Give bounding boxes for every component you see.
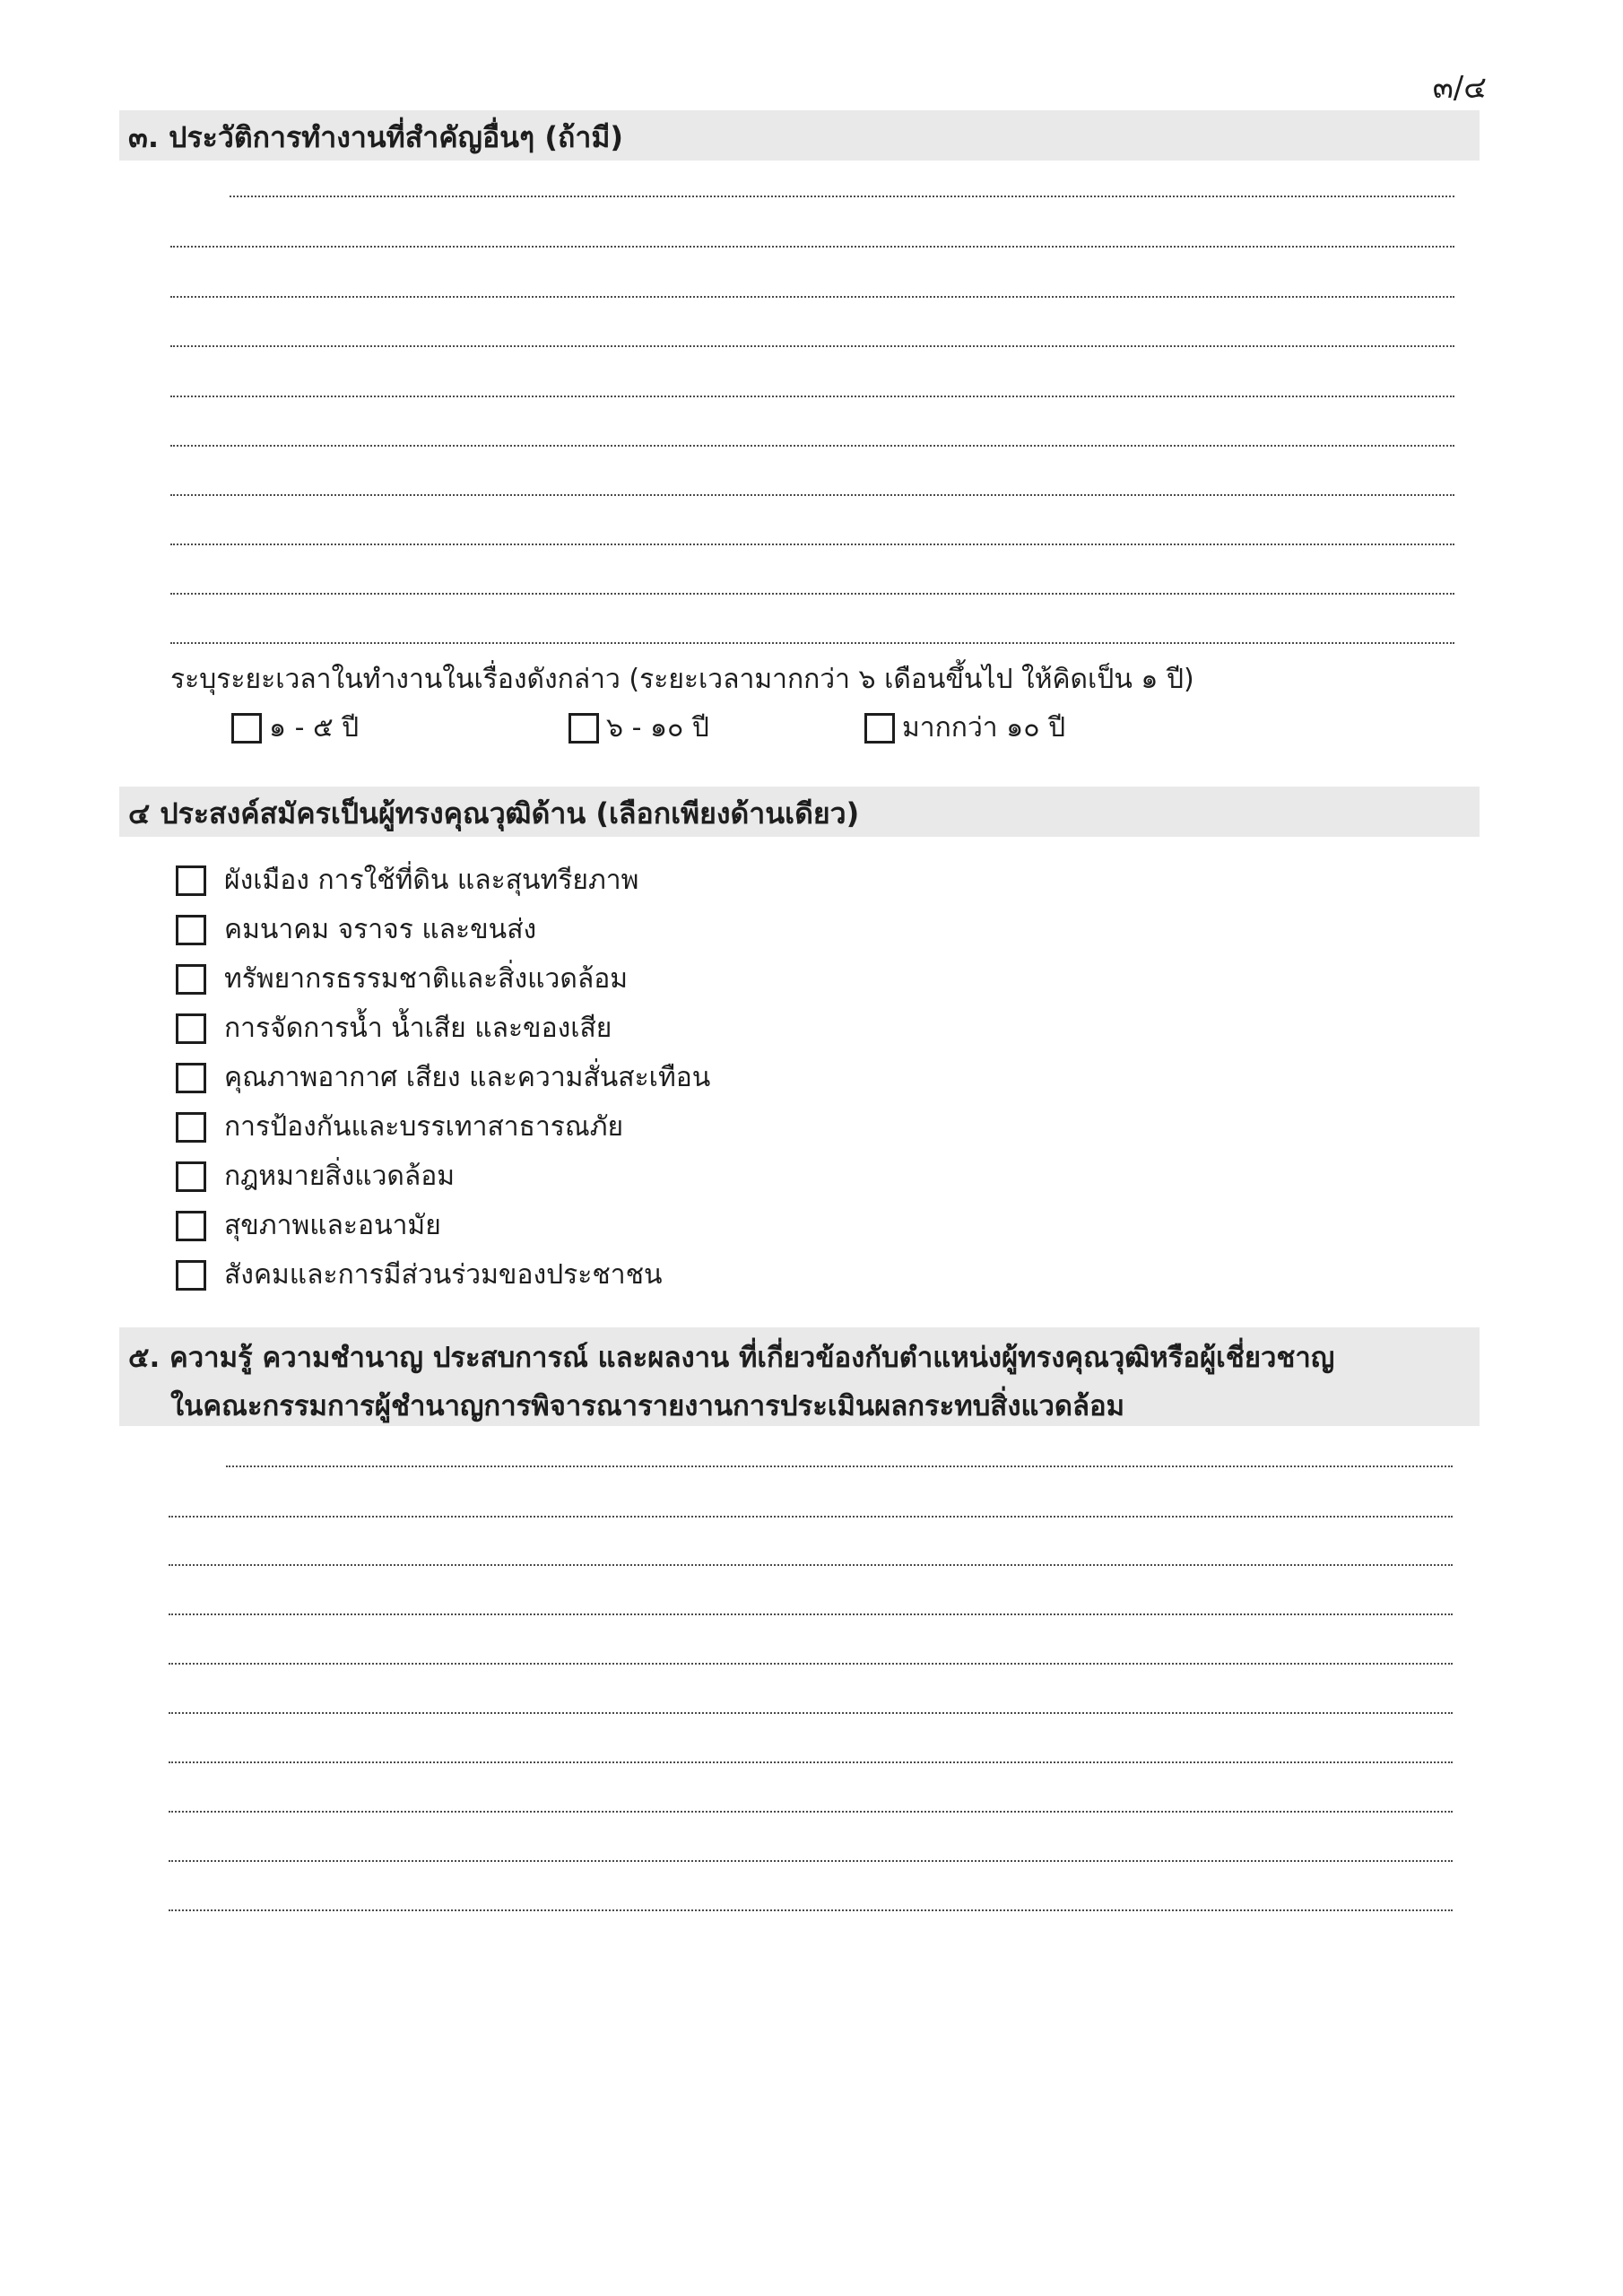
checkbox[interactable] (176, 915, 206, 945)
section5-answer-line[interactable] (169, 1564, 1453, 1566)
section3-answer-line[interactable] (170, 445, 1454, 447)
section3-answer-line[interactable] (170, 345, 1454, 347)
checkbox[interactable] (568, 713, 599, 744)
checkbox[interactable] (176, 1260, 206, 1291)
section5-answer-line[interactable] (169, 1909, 1453, 1911)
section5-answer-line[interactable] (169, 1761, 1453, 1763)
option-label: คุณภาพอากาศ เสียง และความสั่นสะเทือน (224, 1062, 711, 1093)
section5-answer-line[interactable] (169, 1860, 1453, 1862)
duration-option-over-10-years[interactable] (864, 709, 1065, 748)
option-label: การป้องกันและบรรเทาสาธารณภัย (224, 1111, 624, 1143)
section3-answer-line[interactable] (170, 494, 1454, 496)
option-label: คมนาคม จราจร และขนส่ง (224, 914, 537, 945)
checkbox[interactable] (176, 865, 206, 896)
duration-prompt: ระบุระยะเวลาในทำงานในเรื่องดังกล่าว (ระยะเวลามากกว่า ๖ เดือนขึ้นไป ให้คิดเป็น ๑ ปี) (170, 664, 1194, 695)
section3-answer-line[interactable] (170, 246, 1454, 248)
expertise-option[interactable] (176, 960, 628, 999)
section5-heading-line2: ในคณะกรรมการผู้ชำนาญการพิจารณารายงานการประเมินผลกระทบสิ่งแวดล้อม (170, 1390, 1125, 1422)
option-label: ผังเมือง การใช้ที่ดิน และสุนทรียภาพ (224, 865, 639, 896)
checkbox[interactable] (864, 713, 895, 744)
section3-answer-line[interactable] (230, 196, 1454, 197)
section3-heading: ๓. ประวัติการทำงานที่สำคัญอื่นๆ (ถ้ามี) (128, 120, 624, 154)
option-label: ทรัพยากรธรรมชาติและสิ่งแวดล้อม (224, 963, 628, 995)
section3-answer-line[interactable] (170, 296, 1454, 298)
expertise-option[interactable] (176, 1058, 710, 1098)
option-label: สุขภาพและอนามัย (224, 1210, 441, 1241)
expertise-option[interactable] (176, 1256, 662, 1295)
option-label: สังคมและการมีส่วนร่วมของประชาชน (224, 1259, 663, 1291)
section3-answer-line[interactable] (170, 544, 1454, 545)
checkbox[interactable] (176, 964, 206, 995)
duration-option-1-5-years[interactable] (231, 709, 359, 748)
section5-answer-line[interactable] (169, 1811, 1453, 1813)
option-label: กฎหมายสิ่งแวดล้อม (224, 1161, 456, 1192)
expertise-option[interactable] (176, 1206, 441, 1246)
expertise-option[interactable] (176, 861, 638, 900)
section5-heading-line1: ๕. ความรู้ ความชำนาญ ประสบการณ์ และผลงาน ที่เกี่ยวข้องกับตำแหน่งผู้ทรงคุณวุฒิหรือผู้เชี่ยวชาญ (128, 1342, 1335, 1374)
section5-answer-line[interactable] (169, 1663, 1453, 1665)
page-number: ๓/๔ (1432, 70, 1487, 106)
section5-answer-line[interactable] (169, 1712, 1453, 1714)
section3-answer-line[interactable] (170, 396, 1454, 397)
expertise-option[interactable] (176, 1009, 612, 1048)
checkbox[interactable] (176, 1211, 206, 1241)
expertise-option[interactable] (176, 1108, 623, 1147)
expertise-option[interactable] (176, 1157, 455, 1196)
section5-answer-line[interactable] (226, 1465, 1453, 1467)
checkbox[interactable] (176, 1112, 206, 1143)
section3-answer-line[interactable] (170, 593, 1454, 595)
checkbox[interactable] (176, 1063, 206, 1093)
duration-option-6-10-years[interactable] (568, 709, 709, 748)
section5-answer-line[interactable] (169, 1516, 1453, 1518)
section3-answer-line[interactable] (170, 642, 1454, 644)
section4-heading: ๔ ประสงค์สมัครเป็นผู้ทรงคุณวุฒิด้าน (เลือกเพียงด้านเดียว) (128, 796, 860, 831)
option-label: การจัดการน้ำ น้ำเสีย และของเสีย (224, 1013, 612, 1044)
checkbox[interactable] (176, 1013, 206, 1044)
option-label: มากกว่า ๑๐ ปี (902, 712, 1066, 744)
checkbox[interactable] (176, 1161, 206, 1192)
checkbox[interactable] (231, 713, 262, 744)
option-label: ๑ - ๕ ปี (269, 712, 360, 744)
section5-answer-line[interactable] (169, 1613, 1453, 1615)
option-label: ๖ - ๑๐ ปี (606, 712, 709, 744)
expertise-option[interactable] (176, 910, 536, 950)
